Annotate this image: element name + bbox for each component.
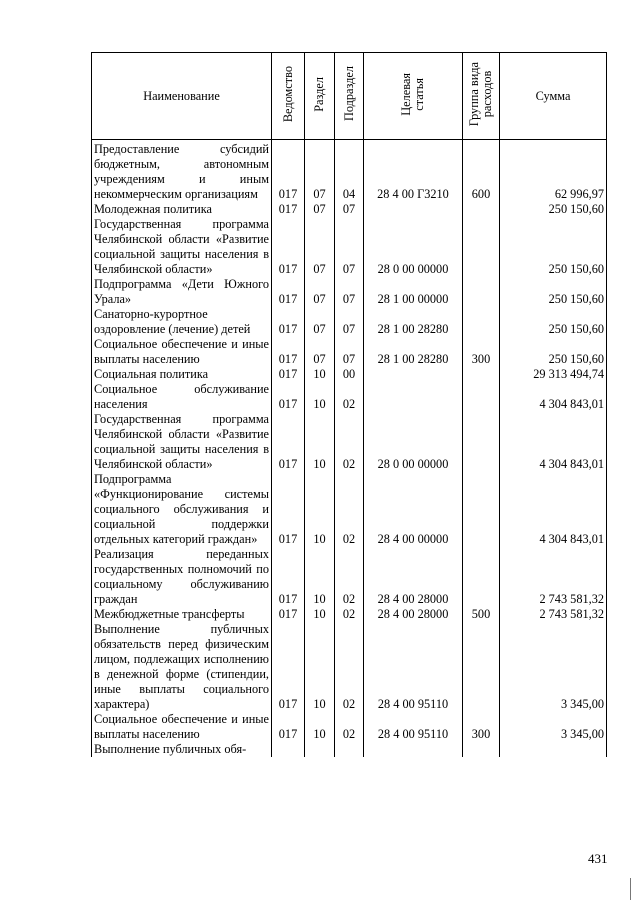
section-cell: 07 (305, 307, 335, 337)
table-row (92, 472, 607, 547)
budget-table (91, 52, 607, 757)
table-row (92, 367, 607, 382)
section-cell: 10 (305, 367, 335, 382)
table-row (92, 382, 607, 412)
name-text: Государственная программа Челябинской области «Развитие социальной защиты населения в Челябинской области» (94, 217, 269, 276)
name-text: Социальная политика (94, 367, 209, 381)
section-cell: 10 (305, 622, 335, 712)
amount-cell: 250 150,60 (500, 337, 607, 367)
name-cell (92, 217, 272, 277)
subsection-cell: 02 (335, 712, 364, 742)
empty-cell (335, 742, 364, 757)
amount-cell: 2 743 581,32 (500, 547, 607, 607)
header-subsection: Подраздел (335, 53, 364, 140)
department-cell: 017 (272, 202, 305, 217)
expense-group-cell: 300 (463, 712, 500, 742)
expense-group-cell: 500 (463, 607, 500, 622)
subsection-cell: 07 (335, 202, 364, 217)
target-item-cell: 28 1 00 28280 (364, 337, 463, 367)
subsection-cell: 00 (335, 367, 364, 382)
target-item-cell: 28 0 00 00000 (364, 217, 463, 277)
department-cell: 017 (272, 412, 305, 472)
name-cell (92, 367, 272, 382)
expense-group-cell (463, 622, 500, 712)
table-header (92, 53, 607, 140)
department-cell: 017 (272, 307, 305, 337)
empty-cell (500, 742, 607, 757)
name-cell (92, 472, 272, 547)
expense-group-cell (463, 277, 500, 307)
amount-cell: 4 304 843,01 (500, 412, 607, 472)
subsection-cell: 04 (335, 142, 364, 202)
section-cell: 07 (305, 202, 335, 217)
department-cell: 017 (272, 367, 305, 382)
expense-group-cell: 600 (463, 142, 500, 202)
amount-cell: 4 304 843,01 (500, 382, 607, 412)
subsection-cell: 02 (335, 382, 364, 412)
amount-cell: 4 304 843,01 (500, 472, 607, 547)
header-amount: Сумма (500, 53, 607, 140)
target-item-cell: 28 1 00 28280 (364, 307, 463, 337)
department-cell: 017 (272, 142, 305, 202)
subsection-cell: 02 (335, 472, 364, 547)
table-row (92, 202, 607, 217)
target-item-cell: 28 1 00 00000 (364, 277, 463, 307)
name-cell (92, 412, 272, 472)
department-cell: 017 (272, 607, 305, 622)
target-item-cell: 28 0 00 00000 (364, 412, 463, 472)
table-row (92, 607, 607, 622)
subsection-cell: 07 (335, 277, 364, 307)
table-row (92, 337, 607, 367)
name-text: Межбюджетные трансферты (94, 607, 245, 621)
name-cell (92, 607, 272, 622)
name-text: Выполнение публичных обязательств перед физическим лицом, подлежащих исполнению в денежной форме (стипендии, иные выплаты социального характера) (94, 622, 269, 711)
name-text: Реализация переданных государственных полномочий по социальному обслуживанию граждан (94, 547, 269, 606)
target-item-cell (364, 367, 463, 382)
target-item-cell: 28 4 00 28000 (364, 547, 463, 607)
subsection-cell: 02 (335, 622, 364, 712)
name-cell (92, 712, 272, 742)
section-cell: 10 (305, 712, 335, 742)
section-cell: 10 (305, 412, 335, 472)
department-cell: 017 (272, 622, 305, 712)
name-cell (92, 337, 272, 367)
section-cell: 07 (305, 217, 335, 277)
page-number: 431 (588, 851, 608, 866)
amount-cell: 3 345,00 (500, 622, 607, 712)
header-department: Ведомство (272, 53, 305, 140)
amount-cell: 250 150,60 (500, 277, 607, 307)
amount-cell: 250 150,60 (500, 217, 607, 277)
margin-mark (630, 878, 631, 900)
trailing-name-cell: Выполнение публичных обя- (92, 742, 272, 757)
table-body (92, 140, 607, 758)
section-cell: 07 (305, 337, 335, 367)
name-cell (92, 142, 272, 202)
table-row (92, 622, 607, 712)
department-cell: 017 (272, 472, 305, 547)
name-text: Социальное обеспечение и иные выплаты населению (94, 337, 269, 366)
expense-group-cell (463, 547, 500, 607)
expense-group-cell (463, 367, 500, 382)
expense-group-cell (463, 307, 500, 337)
section-cell: 10 (305, 472, 335, 547)
subsection-cell: 07 (335, 307, 364, 337)
department-cell: 017 (272, 547, 305, 607)
subsection-cell: 07 (335, 217, 364, 277)
target-item-cell: 28 4 00 Г3210 (364, 142, 463, 202)
table-row (92, 412, 607, 472)
name-text: Санаторно-курортное оздоровление (лечение) детей (94, 307, 251, 336)
name-text: Социальное обслуживание населения (94, 382, 269, 411)
section-cell: 10 (305, 547, 335, 607)
name-text: Социальное обеспечение и иные выплаты населению (94, 712, 269, 741)
target-item-cell (364, 202, 463, 217)
table-row (92, 217, 607, 277)
name-text: Молодежная политика (94, 202, 213, 216)
department-cell: 017 (272, 712, 305, 742)
name-cell (92, 202, 272, 217)
department-cell: 017 (272, 337, 305, 367)
subsection-cell: 02 (335, 547, 364, 607)
expense-group-cell (463, 382, 500, 412)
amount-cell: 250 150,60 (500, 202, 607, 217)
department-cell: 017 (272, 217, 305, 277)
empty-cell (463, 742, 500, 757)
amount-cell: 62 996,97 (500, 142, 607, 202)
name-text: Государственная программа Челябинской области «Развитие социальной защиты населения в Челябинской области» (94, 412, 269, 471)
name-text: Подпрограмма «Функционирование системы социального обслуживания и социальной поддержки отдельных категорий граждан» (94, 472, 269, 546)
department-cell: 017 (272, 277, 305, 307)
subsection-cell: 07 (335, 337, 364, 367)
name-cell (92, 307, 272, 337)
subsection-cell: 02 (335, 412, 364, 472)
table-row (92, 547, 607, 607)
expense-group-cell (463, 472, 500, 547)
amount-cell: 2 743 581,32 (500, 607, 607, 622)
section-cell: 10 (305, 382, 335, 412)
empty-cell (364, 742, 463, 757)
amount-cell: 29 313 494,74 (500, 367, 607, 382)
empty-cell (272, 742, 305, 757)
header-name: Наименование (92, 53, 272, 140)
department-cell: 017 (272, 382, 305, 412)
table-row (92, 307, 607, 337)
amount-cell: 250 150,60 (500, 307, 607, 337)
target-item-cell: 28 4 00 95110 (364, 622, 463, 712)
table-row (92, 142, 607, 202)
name-cell (92, 547, 272, 607)
table-row (92, 277, 607, 307)
subsection-cell: 02 (335, 607, 364, 622)
target-item-cell: 28 4 00 28000 (364, 607, 463, 622)
empty-cell (305, 742, 335, 757)
name-cell (92, 622, 272, 712)
name-cell (92, 382, 272, 412)
expense-group-cell (463, 412, 500, 472)
header-section: Раздел (305, 53, 335, 140)
name-cell (92, 277, 272, 307)
section-cell: 07 (305, 142, 335, 202)
table-row-trailing (92, 742, 607, 757)
expense-group-cell (463, 202, 500, 217)
name-text: Предоставление субсидий бюджетным, автономным учреждениям и иным некоммерческим организациям (94, 142, 269, 201)
name-text: Подпрограмма «Дети Южного Урала» (94, 277, 269, 306)
table-row (92, 712, 607, 742)
expense-group-cell: 300 (463, 337, 500, 367)
target-item-cell: 28 4 00 00000 (364, 472, 463, 547)
target-item-cell (364, 382, 463, 412)
expense-group-cell (463, 217, 500, 277)
target-item-cell: 28 4 00 95110 (364, 712, 463, 742)
section-cell: 07 (305, 277, 335, 307)
header-expense-group: Группа вида расходов (463, 53, 500, 140)
amount-cell: 3 345,00 (500, 712, 607, 742)
header-target-item: Целевая статья (364, 53, 463, 140)
section-cell: 10 (305, 607, 335, 622)
